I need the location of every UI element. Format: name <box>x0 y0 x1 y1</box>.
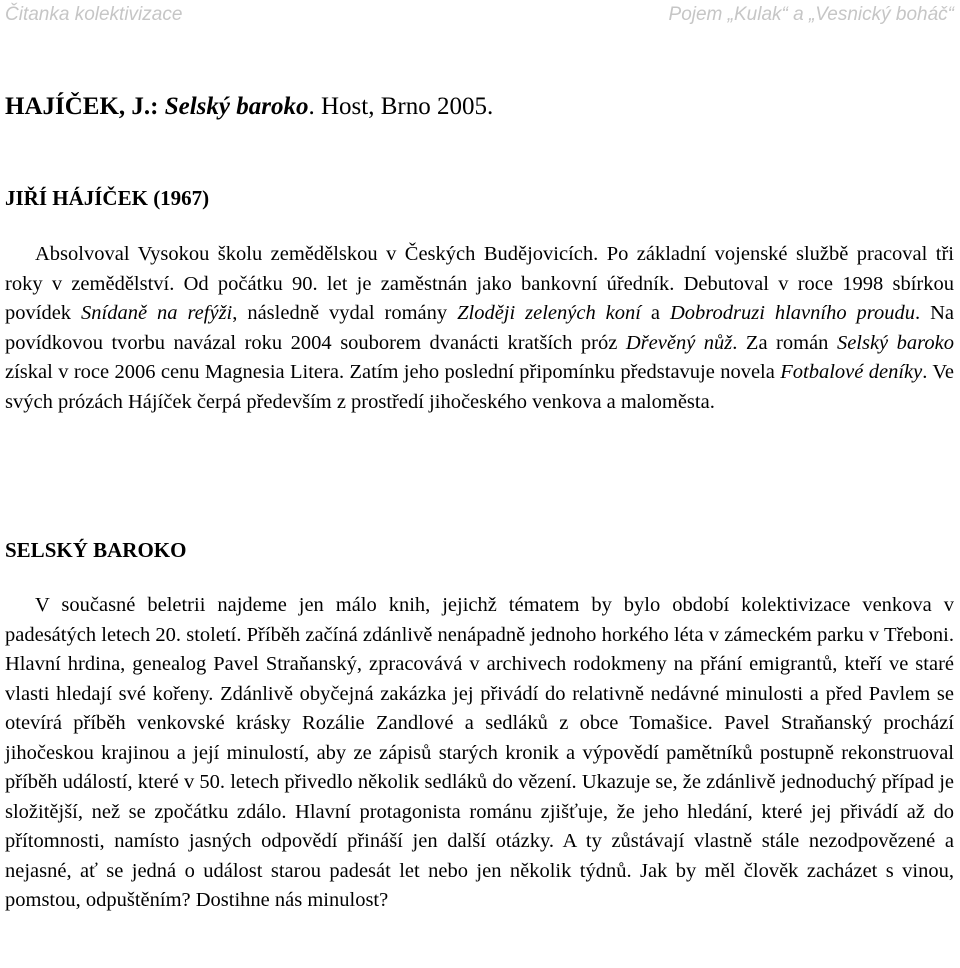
header-right-title: Pojem „Kulak“ a „Vesnický boháč“ <box>668 4 954 25</box>
citation-publisher: . Host, Brno 2005. <box>308 93 494 120</box>
novel-heading: SELSKÝ BAROKO <box>5 538 187 562</box>
bio-title-fotbalove-deniky: Fotbalové deníky <box>780 361 923 383</box>
running-header <box>5 4 954 30</box>
novel-summary-paragraph: V současné beletrii najdeme jen málo knih, jejichž tématem by bylo období kolektivizace venkova v padesátých letech 20. století. Příběh začíná zdánlivě nenápadně jednoho horkého léta v zámeckém parku v Třeboni. Hlavní hrdina, genealog Pavel Straňanský, zpracovává v archivech rodokmeny na přání emigrantů, kteří ve staré vlasti hledají své kořeny. Zdánlivě obyčejná zakázka jej přivádí do relativně nedávné minulosti a před Pavlem se otevírá příběh venkovské krásky Rozálie Zandlové a sedláků z obce Tomašice. Pavel Straňanský prochází jihočeskou krajinou a její minulostí, aby ze zápisů starých kronik a výpovědí pamětníků postupně rekonstruoval příběh událostí, které v 50. letech přivedlo několik sedláků do vězení. Ukazuje se, že zdánlivě jednoduchý případ je složitější, než se zpočátku zdálo. Hlavní protagonista románu zjišťuje, že jeho hledání, které jej přivádí až do přítomnosti, namísto jasných odpovědí přináší jen další otázky. A ty zůstávají vlastně stále nezodpovězené a nejasné, ať se jedná o událost starou padesát let nebo jen několik týdnů. Jak by měl člověk zacházet s vinou, pomstou, odpuštěním? Dostihne nás minulost? <box>5 594 954 911</box>
bio-text: . Za román <box>732 331 837 354</box>
author-bio-paragraph <box>5 240 954 417</box>
bio-text: Absolvoval Vysokou školu zemědělskou v Českých Budějovicích. Po základní vojenské službě pracoval tři roky v zemědělství. Od počátku 90. let je zaměstnán jako bankovní úředník. Debutoval v roce 1998 sbírkou povídek <box>5 243 954 324</box>
citation-book-title: Selský baroko <box>164 93 309 120</box>
bio-title-snidane: Snídaně na refýži <box>81 302 233 324</box>
bio-text: , následně vydal romány <box>232 302 458 324</box>
bio-title-dreveny-nuz: Dřevěný nůž <box>625 331 733 354</box>
bio-text: . Ve svých prózách Hájíček čerpá především z prostředí jihočeského venkova a maloměsta. <box>5 361 954 413</box>
bio-title-zlodeji: Zloději zelených koní <box>457 302 641 324</box>
citation-author: HAJÍČEK, J.: <box>5 93 159 120</box>
bio-text: získal v roce 2006 cenu Magnesia Litera. Zatím jeho poslední připomínku představuje novela <box>5 361 781 383</box>
citation-line <box>5 93 493 121</box>
bio-title-selsky-baroko: Selský baroko <box>836 331 954 354</box>
author-heading: JIŘÍ HÁJÍČEK (1967) <box>5 186 210 210</box>
header-left-title: Čitanka kolektivizace <box>5 4 183 25</box>
bio-text: . Na povídkovou tvorbu navázal roku 2004 souborem dvanácti kratších próz <box>5 302 955 354</box>
bio-text: a <box>640 302 670 324</box>
bio-title-dobrodruzi: Dobrodruzi hlavního proudu <box>669 302 916 324</box>
